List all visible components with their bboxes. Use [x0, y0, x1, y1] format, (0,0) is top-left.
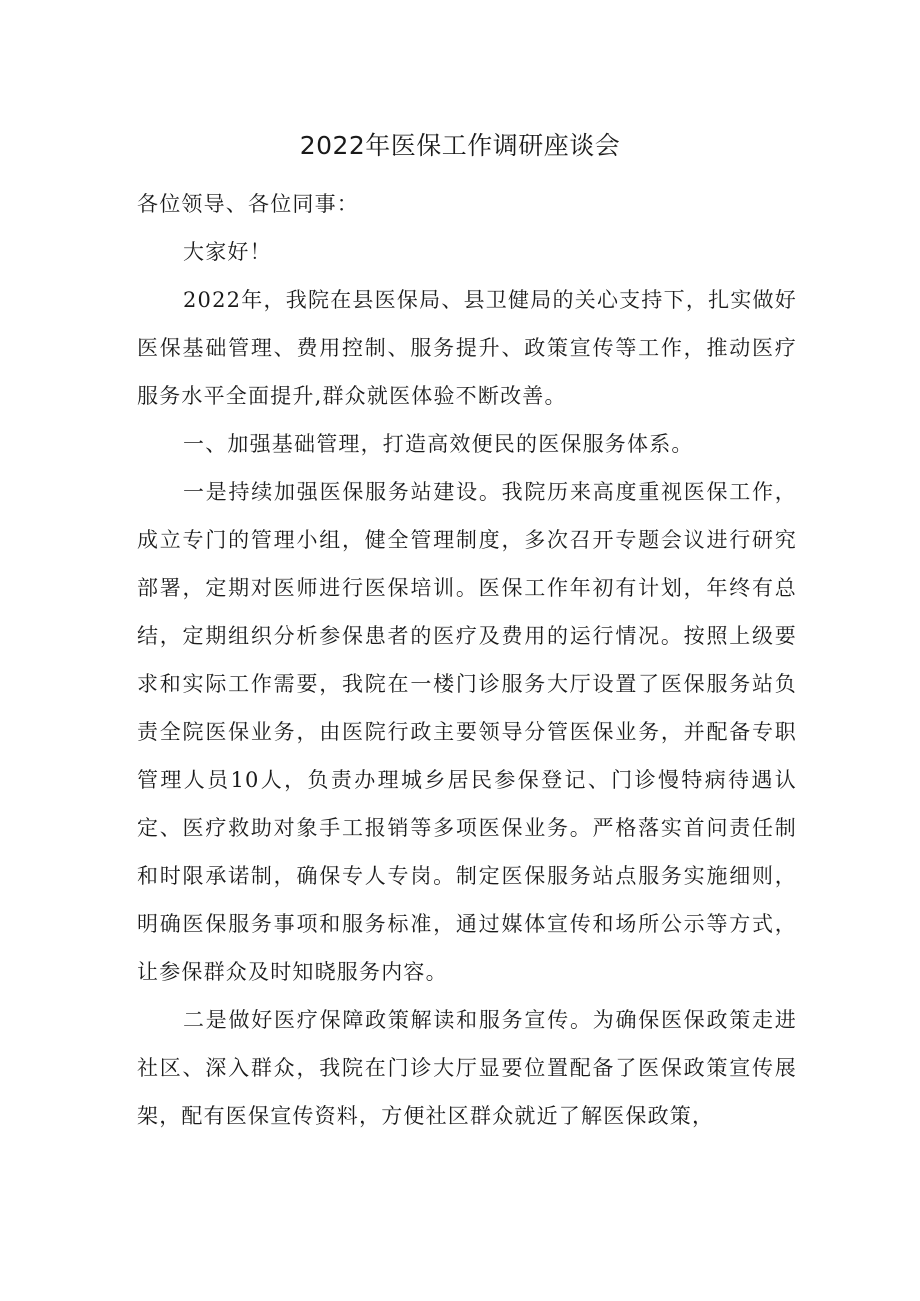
document-body	[137, 180, 797, 1140]
greeting: 大家好！	[183, 240, 272, 264]
paragraph-policy-promotion: 二是做好医疗保障政策解读和服务宣传。为确保医保政策走进社区、深入群众，我院在门诊大厅显要位置配备了医保政策宣传展架，配有医保宣传资料，方便社区群众就近了解医保政策，	[137, 1008, 797, 1128]
salutation: 各位领导、各位同事：	[137, 192, 359, 216]
section-heading-1: 一、加强基础管理，打造高效便民的医保服务体系。	[183, 432, 694, 456]
document-title: 2022年医保工作调研座谈会	[299, 131, 621, 160]
paragraph-intro: 2022年，我院在县医保局、县卫健局的关心支持下，扎实做好医保基础管理、费用控制、服务提升、政策宣传等工作，推动医疗服务水平全面提升,群众就医体验不断改善。	[137, 288, 797, 408]
paragraph-service-station: 一是持续加强医保服务站建设。我院历来高度重视医保工作，成立专门的管理小组，健全管理制度，多次召开专题会议进行研究部署，定期对医师进行医保培训。医保工作年初有计划，年终有总结，定期组织分析参保患者的医疗及费用的运行情况。按照上级要求和实际工作需要，我院在一楼门诊服务大厅设置了医保服务站负责全院医保业务，由医院行政主要领导分管医保业务，并配备专职管理人员10人，负责办理城乡居民参保登记、门诊慢特病待遇认定、医疗救助对象手工报销等多项医保业务。严格落实首问责任制和时限承诺制，确保专人专岗。制定医保服务站点服务实施细则，明确医保服务事项和服务标准，通过媒体宣传和场所公示等方式，让参保群众及时知晓服务内容。	[137, 480, 797, 984]
